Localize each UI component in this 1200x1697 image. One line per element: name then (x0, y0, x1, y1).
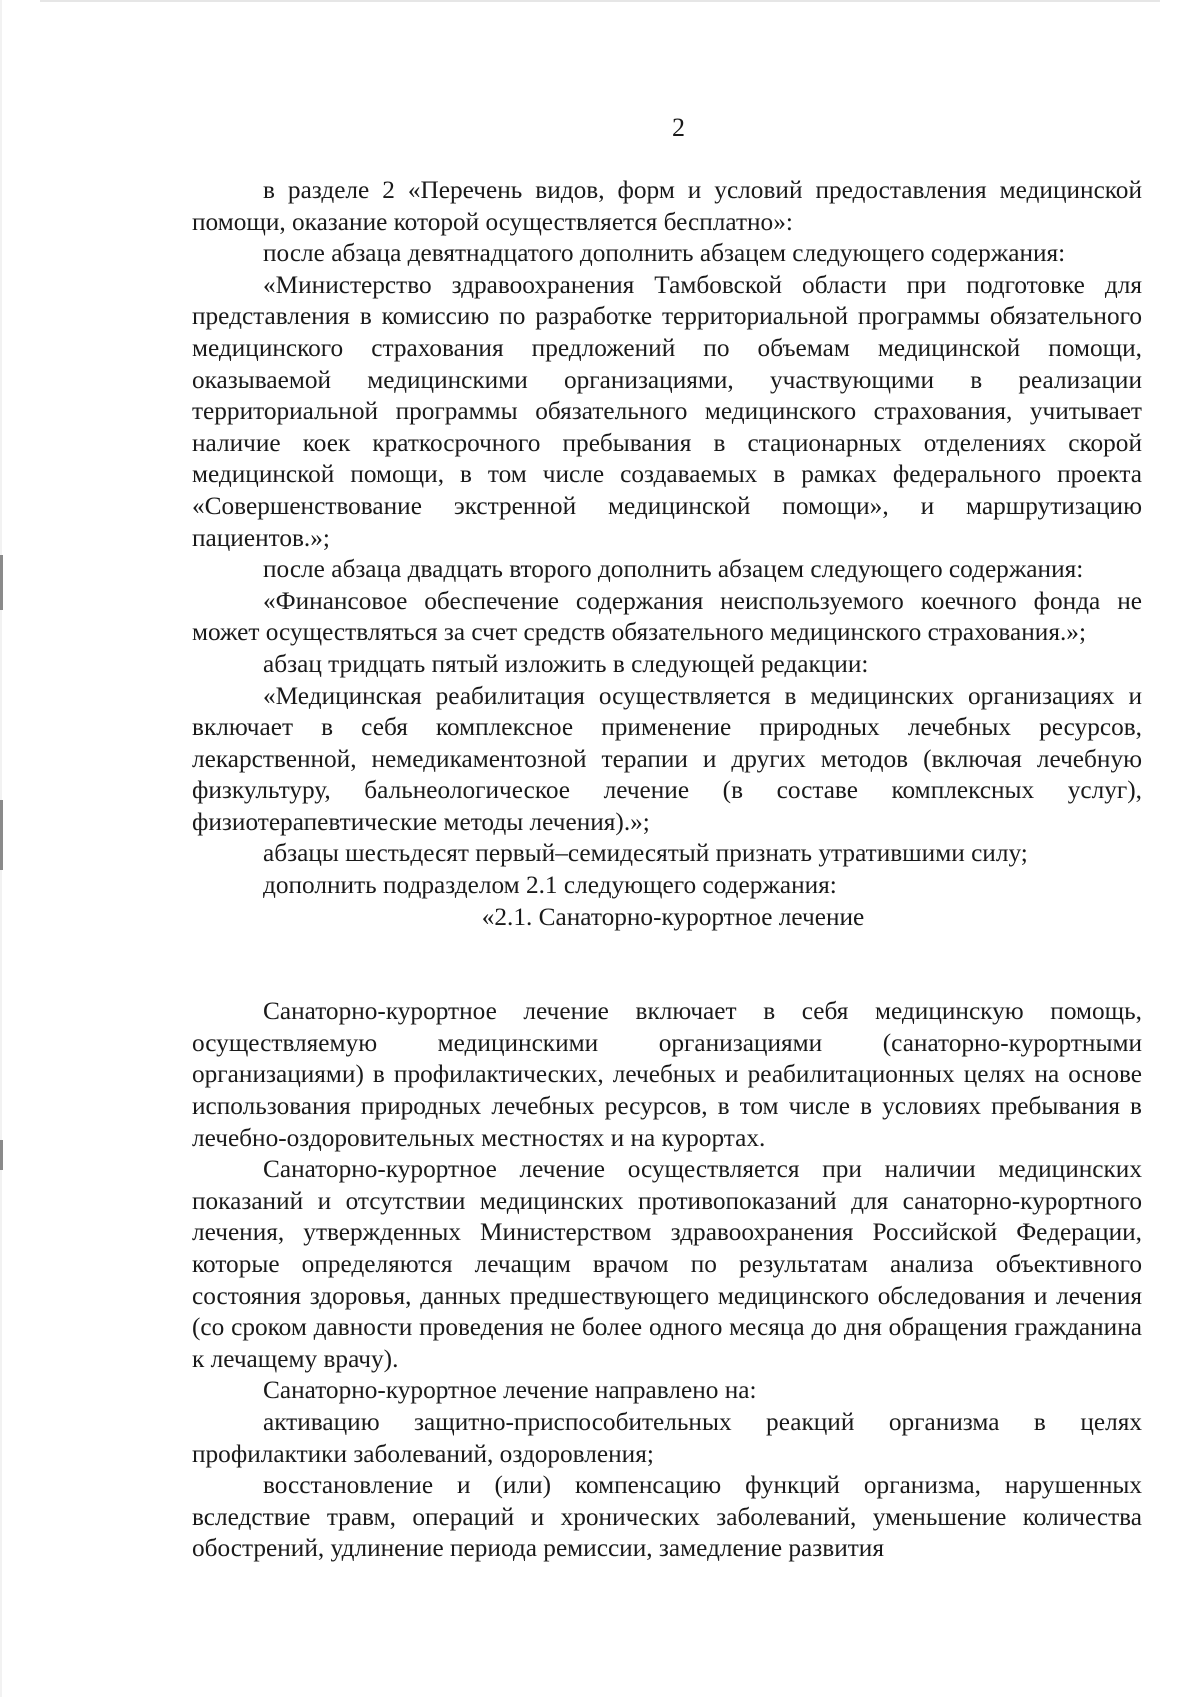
paragraph: Санаторно-курортное лечение включает в себя медицинскую помощь, осуществляемую медицинскими организациями (санаторно-курортными организациями) в профилактических, лечебных и реабилитационных целях на основе использования природных лечебных ресурсов, в том числе в условиях пребывания в лечебно-оздоровительных местностях и на курортах. (192, 997, 1142, 1152)
paragraph: восстановление и (или) компенсацию функций организма, нарушенных вследствие травм, операций и хронических заболеваний, уменьшение количества обострений, удлинение периода ремиссии, замедление развития (192, 1471, 1142, 1563)
document-body (192, 175, 1142, 1565)
paragraph: в разделе 2 «Перечень видов, форм и условий предоставления медицинской помощи, оказание которой осуществляется бесплатно»: (192, 176, 1142, 236)
scan-mark (0, 800, 3, 870)
paragraph: абзацы шестьдесят первый–семидесятый признать утратившими силу; (263, 839, 1028, 868)
paragraph: «Финансовое обеспечение содержания неиспользуемого коечного фонда не может осуществляться за счет средств обязательного медицинского страхования.»; (192, 586, 1142, 647)
paragraph: «Медицинская реабилитация осуществляется в медицинских организациях и включает в себя комплексное применение природных лечебных ресурсов, лекарственной, немедикаментозной терапии и других методов (включая лечебную физкультуру, бальнеологическое лечение (в составе комплексных услуг), физиотерапевтические методы лечения).»; (192, 681, 1142, 836)
scan-mark (0, 1140, 3, 1170)
scan-edge-top (40, 0, 1160, 2)
paragraph: после абзаца двадцать второго дополнить абзацем следующего содержания: (263, 555, 1084, 584)
paragraph: «Министерство здравоохранения Тамбовской области при подготовке для представления в комиссию по разработке территориальной программы обязательного медицинского страхования предложений по объемам медицинской помощи, оказываемой медицинскими организациями, участвующими в реализации территориальной программы обязательного медицинского страхования, учитывает наличие коек краткосрочного пребывания в стационарных отделениях скорой медицинской помощи, в том числе создаваемых в рамках федерального проекта «Совершенствование экстренной медицинской помощи», и маршрутизацию пациентов.»; (192, 270, 1142, 552)
scan-mark (0, 555, 3, 610)
paragraph: Санаторно-курортное лечение направлено на: (263, 1376, 757, 1405)
page-number: 2 (672, 113, 685, 142)
paragraph: абзац тридцать пятый изложить в следующей редакции: (263, 649, 869, 678)
paragraph: Санаторно-курортное лечение осуществляется при наличии медицинских показаний и отсутствии медицинских противопоказаний для санаторно-курортного лечения, утвержденных Министерством здравоохранения Российской Федерации, которые определяются лечащим врачом по результатам анализа объективного состояния здоровья, данных предшествующего медицинского обследования и лечения (со сроком давности проведения не более одного месяца до дня обращения гражданина к лечащему врачу). (192, 1155, 1142, 1373)
paragraph: активацию защитно-приспособительных реакций организма в целях профилактики заболеваний, оздоровления; (192, 1407, 1142, 1468)
blank-line (192, 933, 1142, 996)
paragraph: после абзаца девятнадцатого дополнить абзацем следующего содержания: (263, 239, 1066, 268)
paragraph: дополнить подразделом 2.1 следующего содержания: (263, 871, 837, 900)
section-heading: «2.1. Санаторно-курортное лечение (481, 902, 865, 931)
